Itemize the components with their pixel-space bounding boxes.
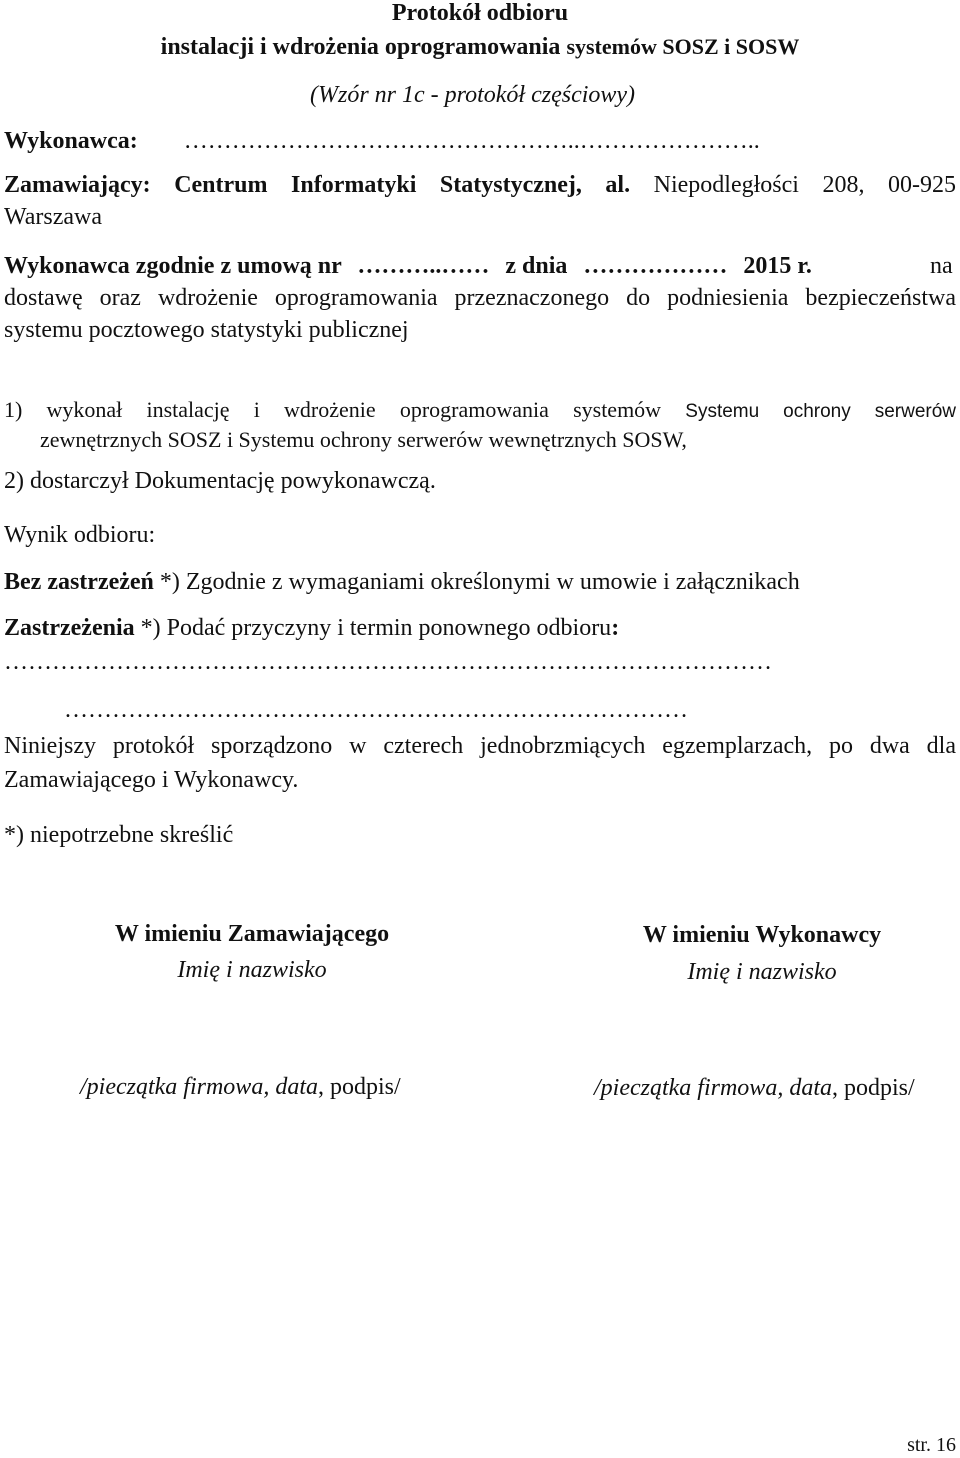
- contract-date-blank: ………………: [583, 253, 728, 279]
- work-item-1-system: Systemu ochrony serwerów: [685, 401, 956, 422]
- signature-left-stamp-sign: , podpis/: [317, 1074, 401, 1100]
- reservations-blank-2: ……………………………………………………………………: [64, 697, 688, 723]
- ordering-party-line: [4, 172, 956, 199]
- signature-right-stamp: [594, 1075, 915, 1102]
- document-title: Protokół odbioru: [391, 0, 569, 26]
- copies-statement-line-2: Zamawiającego i Wykonawcy.: [4, 767, 299, 793]
- no-reservations-label: Bez zastrzeżeń: [4, 569, 154, 595]
- result-label: Wynik odbioru:: [4, 522, 156, 548]
- contract-subject-line-1: dostawę oraz wdrożenie oprogramowania przeznaczonego do podniesienia bezpieczeństwa: [4, 285, 956, 311]
- signature-left-stamp: [80, 1074, 401, 1101]
- signature-left-name: Imię i nazwisko: [177, 957, 327, 983]
- signature-left-title: W imieniu Zamawiającego: [114, 921, 390, 947]
- contract-line: [4, 253, 812, 280]
- signature-right-stamp-label: /pieczątka firmowa, data: [594, 1075, 832, 1101]
- footnote: *) niepotrzebne skreślić: [4, 822, 234, 848]
- subtitle-part-b: systemów SOSZ i SOSW: [566, 34, 800, 59]
- contractor-blank: …………………………………………..…………………..: [183, 128, 760, 154]
- page-number: str. 16: [907, 1434, 956, 1456]
- document-subtitle: [0, 34, 960, 61]
- contract-date-label: z dnia: [505, 253, 568, 279]
- contract-line-end: na: [930, 253, 953, 279]
- contractor-line: [4, 128, 760, 155]
- reservations-colon: :: [611, 615, 620, 641]
- reservations-desc: *) Podać przyczyny i termin ponownego odbioru: [134, 615, 612, 641]
- copies-statement-line-1: Niniejszy protokół sporządzono w czterech jednobrzmiących egzemplarzach, po dwa dla: [4, 733, 956, 759]
- signature-left-stamp-label: /pieczątka firmowa, data: [80, 1074, 318, 1100]
- signature-right-stamp-sign: , podpis/: [831, 1075, 915, 1101]
- form-template-label: (Wzór nr 1c - protokół częściowy): [310, 82, 636, 108]
- contract-subject-line-2: systemu pocztowego statystyki publicznej: [4, 317, 409, 343]
- ordering-party-address: Niepodległości 208, 00-925: [653, 172, 957, 198]
- work-item-2: 2) dostarczył Dokumentację powykonawczą.: [4, 468, 436, 494]
- contract-number-label: Wykonawca zgodnie z umową nr: [4, 253, 342, 279]
- result-option-reservations: [4, 615, 619, 642]
- reservations-blank-1: ……………………………………………………………………………………: [4, 649, 772, 675]
- work-item-1-line-1: [4, 397, 956, 423]
- contract-year: 2015 r.: [743, 253, 812, 279]
- no-reservations-desc: *) Zgodnie z wymaganiami określonymi w umowie i załącznikach: [153, 569, 800, 595]
- result-option-no-reservations: [4, 569, 800, 596]
- ordering-party-name: Centrum Informatyki Statystycznej, al.: [174, 172, 631, 198]
- contractor-label: Wykonawca:: [4, 128, 138, 154]
- work-item-1-text: 1) wykonał instalację i wdrożenie oprogramowania systemów: [4, 397, 662, 422]
- work-item-1-line-2: zewnętrznych SOSZ i Systemu ochrony serwerów wewnętrznych SOSW,: [40, 427, 687, 452]
- signature-right-name: Imię i nazwisko: [687, 959, 837, 985]
- ordering-party-label: Zamawiający:: [4, 172, 151, 198]
- signature-right-title: W imieniu Wykonawcy: [642, 922, 882, 948]
- subtitle-part-a: instalacji i wdrożenia oprogramowania: [160, 34, 567, 60]
- contract-number-blank: ………..……: [357, 253, 490, 279]
- reservations-label: Zastrzeżenia: [4, 615, 135, 641]
- ordering-party-city: Warszawa: [4, 204, 103, 230]
